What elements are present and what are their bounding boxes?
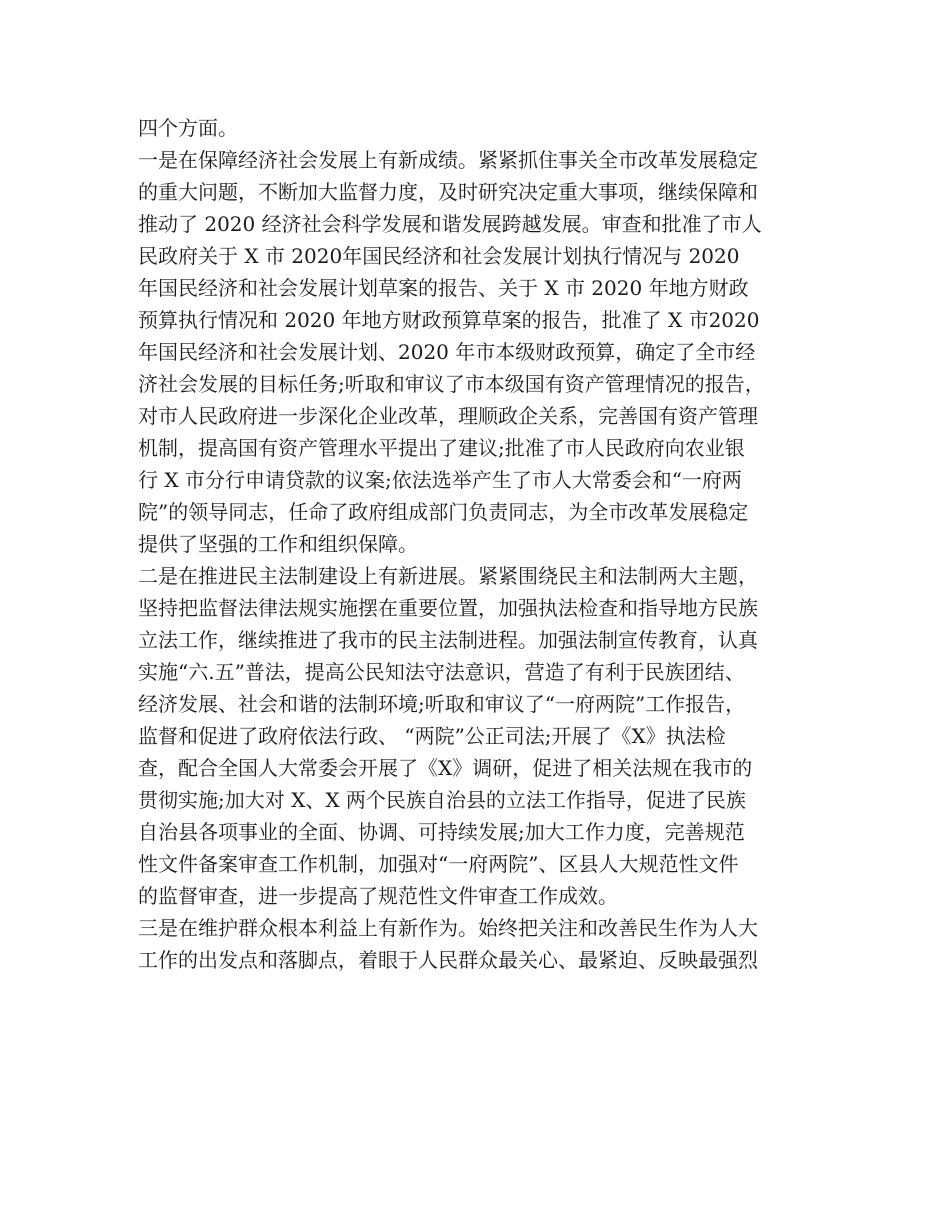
text-line: 年国民经济和社会发展计划草案的报告、关于 X 市 2020 年地方财政 (138, 276, 749, 300)
text-line: 对市人民政府进一步深化企业改革，理顺政企关系，完善国有资产管理 (138, 404, 758, 428)
text-line: 四个方面。 (138, 116, 238, 140)
text-line: 提供了坚强的工作和组织保障。 (138, 532, 418, 556)
text-line: 二是在推进民主法制建设上有新进展。紧紧围绕民主和法制两大主题， (138, 564, 758, 588)
text-line: 性文件备案审查工作机制，加强对“一府两院”、区县人大规范性文件 (138, 852, 739, 876)
text-line: 实施“六.五”普法，提高公民知法守法意识，营造了有利于民族团结、 (138, 660, 745, 684)
text-line: 推动了 2020 经济社会科学发展和谐发展跨越发展。审查和批准了市人 (138, 212, 762, 236)
text-line: 坚持把监督法律法规实施摆在重要位置，加强执法检查和指导地方民族 (138, 596, 758, 620)
text-line: 济社会发展的目标任务;听取和审议了市本级国有资产管理情况的报告， (138, 372, 765, 396)
text-line: 立法工作，继续推进了我市的民主法制进程。加强法制宣传教育，认真 (138, 628, 758, 652)
text-line: 院”的领导同志，任命了政府组成部门负责同志，为全市改革发展稳定 (138, 500, 749, 524)
text-line: 预算执行情况和 2020 年地方财政预算草案的报告，批准了 X 市2020 (138, 308, 760, 332)
text-line: 行 X 市分行申请贷款的议案;依法选举产生了市人大常委会和“一府两 (138, 468, 742, 492)
text-line: 一是在保障经济社会发展上有新成绩。紧紧抓住事关全市改革发展稳定 (138, 148, 758, 172)
document-body-text (138, 112, 818, 976)
text-line: 查，配合全国人大常委会开展了《X》调研，促进了相关法规在我市的 (138, 756, 753, 780)
text-line: 的重大问题，不断加大监督力度，及时研究决定重大事项，继续保障和 (138, 180, 758, 204)
text-line: 三是在维护群众根本利益上有新作为。始终把关注和改善民生作为人大 (138, 916, 758, 940)
text-line: 的监督审查，进一步提高了规范性文件审查工作成效。 (138, 884, 618, 908)
text-line: 自治县各项事业的全面、协调、可持续发展;加大工作力度，完善规范 (138, 820, 745, 844)
text-line: 贯彻实施;加大对 X、X 两个民族自治县的立法工作指导，促进了民族 (138, 788, 746, 812)
text-line: 年国民经济和社会发展计划、2020 年市本级财政预算，确定了全市经 (138, 340, 756, 364)
text-line: 民政府关于 X 市 2020年国民经济和社会发展计划执行情况与 2020 (138, 244, 740, 268)
text-line: 经济发展、社会和谐的法制环境;听取和审议了“一府两院”工作报告， (138, 692, 746, 716)
text-line: 工作的出发点和落脚点，着眼于人民群众最关心、最紧迫、反映最强烈 (138, 948, 758, 972)
text-line: 监督和促进了政府依法行政、 “两院”公正司法;开展了《X》执法检 (138, 724, 726, 748)
text-line: 机制，提高国有资产管理水平提出了建议;批准了市人民政府向农业银 (138, 436, 745, 460)
